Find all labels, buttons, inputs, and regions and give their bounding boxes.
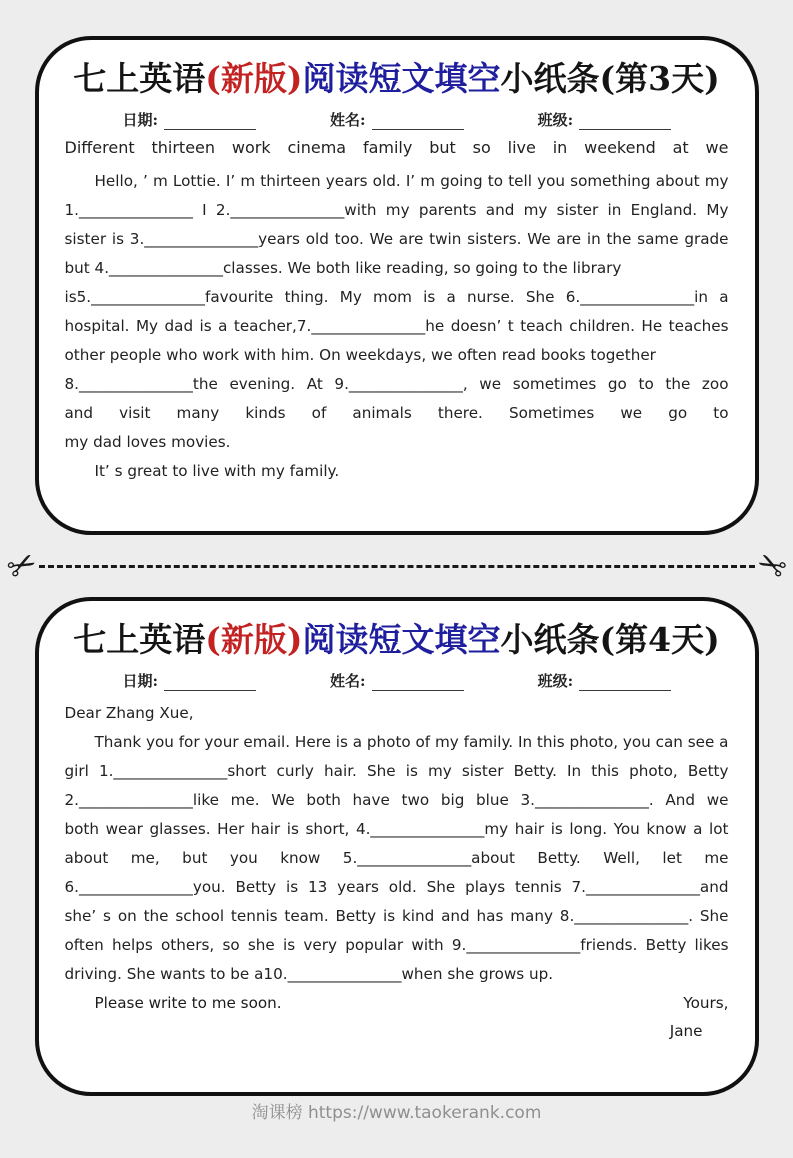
closing-request: Please write to me soon. xyxy=(94,994,282,1013)
word-bank xyxy=(65,138,729,157)
title-topic: 阅读短文填空 xyxy=(302,59,501,98)
passage-line: sister is 3._______________years old too. We are twin sisters. We are in the same grade xyxy=(64,230,729,249)
passage-line: often helps others, so she is very popular with 9._______________friends. Betty likes xyxy=(64,936,729,955)
student-info-row xyxy=(123,670,729,691)
word-bank-item: live xyxy=(507,138,536,158)
word-bank-item: we xyxy=(705,138,729,158)
passage-line: hospital. My dad is a teacher,7._______________he doesn’ t teach children. He teaches xyxy=(64,317,729,336)
passage-line: Dear Zhang Xue, xyxy=(64,704,194,723)
word-bank-item: Different xyxy=(64,138,135,158)
scissors-icon: ✂ xyxy=(748,541,793,591)
passage-day3 xyxy=(65,167,729,486)
name-field xyxy=(330,670,464,691)
date-field xyxy=(123,109,257,130)
title-day: 小纸条(第3天) xyxy=(500,59,720,98)
passage-day4 xyxy=(65,699,729,989)
passage-line: 2._______________like me. We both have two big blue 3._______________. And we xyxy=(64,791,729,810)
title-course: 七上英语 xyxy=(73,620,206,659)
worksheet-title xyxy=(65,619,729,660)
class-label: 班级: xyxy=(537,672,574,691)
passage-line: both wear glasses. Her hair is short, 4._______________my hair is long. You know a lot xyxy=(64,820,729,839)
date-label: 日期: xyxy=(122,672,159,691)
date-field xyxy=(123,670,257,691)
passage-line: 6._______________you. Betty is 13 years old. She plays tennis 7._______________and xyxy=(64,878,729,897)
passage-line: 8._______________the evening. At 9._______________, we sometimes go to the zoo xyxy=(64,375,729,394)
title-day: 小纸条(第4天) xyxy=(500,620,720,659)
passage-line: driving. She wants to be a10._______________when she grows up. xyxy=(64,965,554,984)
class-blank-line xyxy=(579,675,671,691)
worksheet-title xyxy=(65,58,729,99)
class-field xyxy=(538,670,672,691)
passage-line: 1._______________ I 2._______________with my parents and my sister in England. My xyxy=(64,201,729,220)
worksheet-card-day3 xyxy=(35,36,759,535)
word-bank-item: family xyxy=(362,138,413,158)
passage-line: Thank you for your email. Here is a photo of my family. In this photo, you can see a xyxy=(94,733,729,752)
class-blank-line xyxy=(579,114,671,130)
student-info-row xyxy=(123,109,729,130)
word-bank-item: cinema xyxy=(287,138,347,158)
word-bank-item: weekend xyxy=(584,138,656,158)
letter-closing-row xyxy=(65,989,729,1018)
name-blank-line xyxy=(372,675,464,691)
name-field xyxy=(330,109,464,130)
word-bank-item: thirteen xyxy=(151,138,216,158)
passage-line: girl 1._______________short curly hair. She is my sister Betty. In this photo, Betty xyxy=(64,762,729,781)
title-edition: (新版) xyxy=(205,620,303,659)
word-bank-item: work xyxy=(231,138,271,158)
date-label: 日期: xyxy=(122,111,159,130)
passage-line: and visit many kinds of animals there. Sometimes we go to xyxy=(64,404,729,423)
passage-line: It’ s great to live with my family. xyxy=(94,462,340,481)
name-blank-line xyxy=(372,114,464,130)
closing-signature: Jane xyxy=(669,1022,703,1041)
date-blank-line xyxy=(164,675,256,691)
class-field xyxy=(538,109,672,130)
passage-line: but 4._______________classes. We both like reading, so going to the library xyxy=(64,259,622,278)
dashed-cut-rule xyxy=(39,565,755,568)
passage-line: she’ s on the school tennis team. Betty is kind and has many 8._______________. She xyxy=(64,907,729,926)
passage-line: other people who work with him. On weekdays, we often read books together xyxy=(64,346,656,365)
title-course: 七上英语 xyxy=(73,59,206,98)
word-bank-item: in xyxy=(552,138,568,158)
passage-line: about me, but you know 5._______________about Betty. Well, let me xyxy=(64,849,729,868)
name-label: 姓名: xyxy=(330,111,366,130)
class-label: 班级: xyxy=(537,111,574,130)
word-bank-item: at xyxy=(672,138,689,158)
cut-line xyxy=(0,535,793,597)
site-watermark: 淘课榜 https://www.taokerank.com xyxy=(251,1103,542,1123)
closing-yours: Yours, xyxy=(683,994,729,1013)
date-blank-line xyxy=(164,114,256,130)
scissors-icon: ✂ xyxy=(0,541,45,591)
passage-line: Hello, ’ m Lottie. I’ m thirteen years old. I’ m going to tell you something about my xyxy=(94,172,729,191)
name-label: 姓名: xyxy=(330,672,366,691)
word-bank-item: so xyxy=(472,138,491,158)
worksheet-card-day4 xyxy=(35,597,759,1096)
passage-line: my dad loves movies. xyxy=(64,433,231,452)
word-bank-item: but xyxy=(429,138,456,158)
title-edition: (新版) xyxy=(205,59,303,98)
title-topic: 阅读短文填空 xyxy=(302,620,501,659)
passage-line: is5._______________favourite thing. My mom is a nurse. She 6._______________in a xyxy=(64,288,729,307)
